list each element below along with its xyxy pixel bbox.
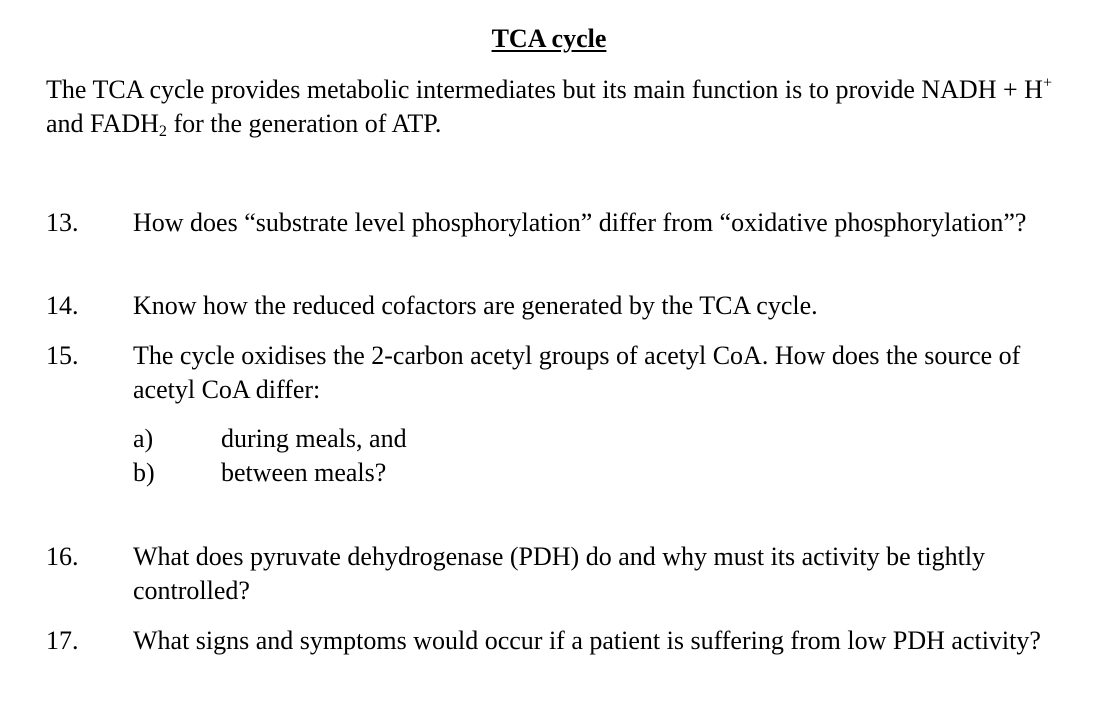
question-text: Know how the reduced cofactors are generated by the TCA cycle. [133,291,818,320]
question-13 [46,206,1076,240]
intro-text-1: The TCA cycle provides metabolic intermediates but its main function is to provide NADH + H [46,75,1043,104]
subitem-a [133,422,733,456]
question-text: What does pyruvate dehydrogenase (PDH) do and why must its activity be tightly controlled? [133,542,986,605]
subitem-label: a) [133,424,154,453]
page-title: TCA cycle [491,24,607,53]
intro-subscript: 2 [158,123,167,141]
intro-text-3: for the generation of ATP. [166,109,442,138]
question-text: The cycle oxidises the 2-carbon acetyl groups of acetyl CoA. How does the source of acetyl CoA differ: [133,341,1021,404]
question-15 [46,339,1076,407]
question-14 [46,289,1076,323]
subitem-b [133,456,733,490]
question-number: 16. [46,542,79,571]
question-number: 14. [46,291,79,320]
question-16 [46,540,1076,608]
question-17 [46,624,1076,658]
question-number: 17. [46,626,79,655]
intro-text-2: and FADH [46,109,159,138]
question-number: 13. [46,208,79,237]
subitem-label: b) [133,458,155,487]
intro-paragraph [46,73,1076,141]
subitem-text: between meals? [221,458,387,487]
intro-superscript: + [1042,74,1053,92]
question-number: 15. [46,341,79,370]
question-text: What signs and symptoms would occur if a patient is suffering from low PDH activity? [133,626,1041,655]
question-text: How does “substrate level phosphorylation” differ from “oxidative phosphorylation”? [133,208,1027,237]
subitem-text: during meals, and [221,424,407,453]
